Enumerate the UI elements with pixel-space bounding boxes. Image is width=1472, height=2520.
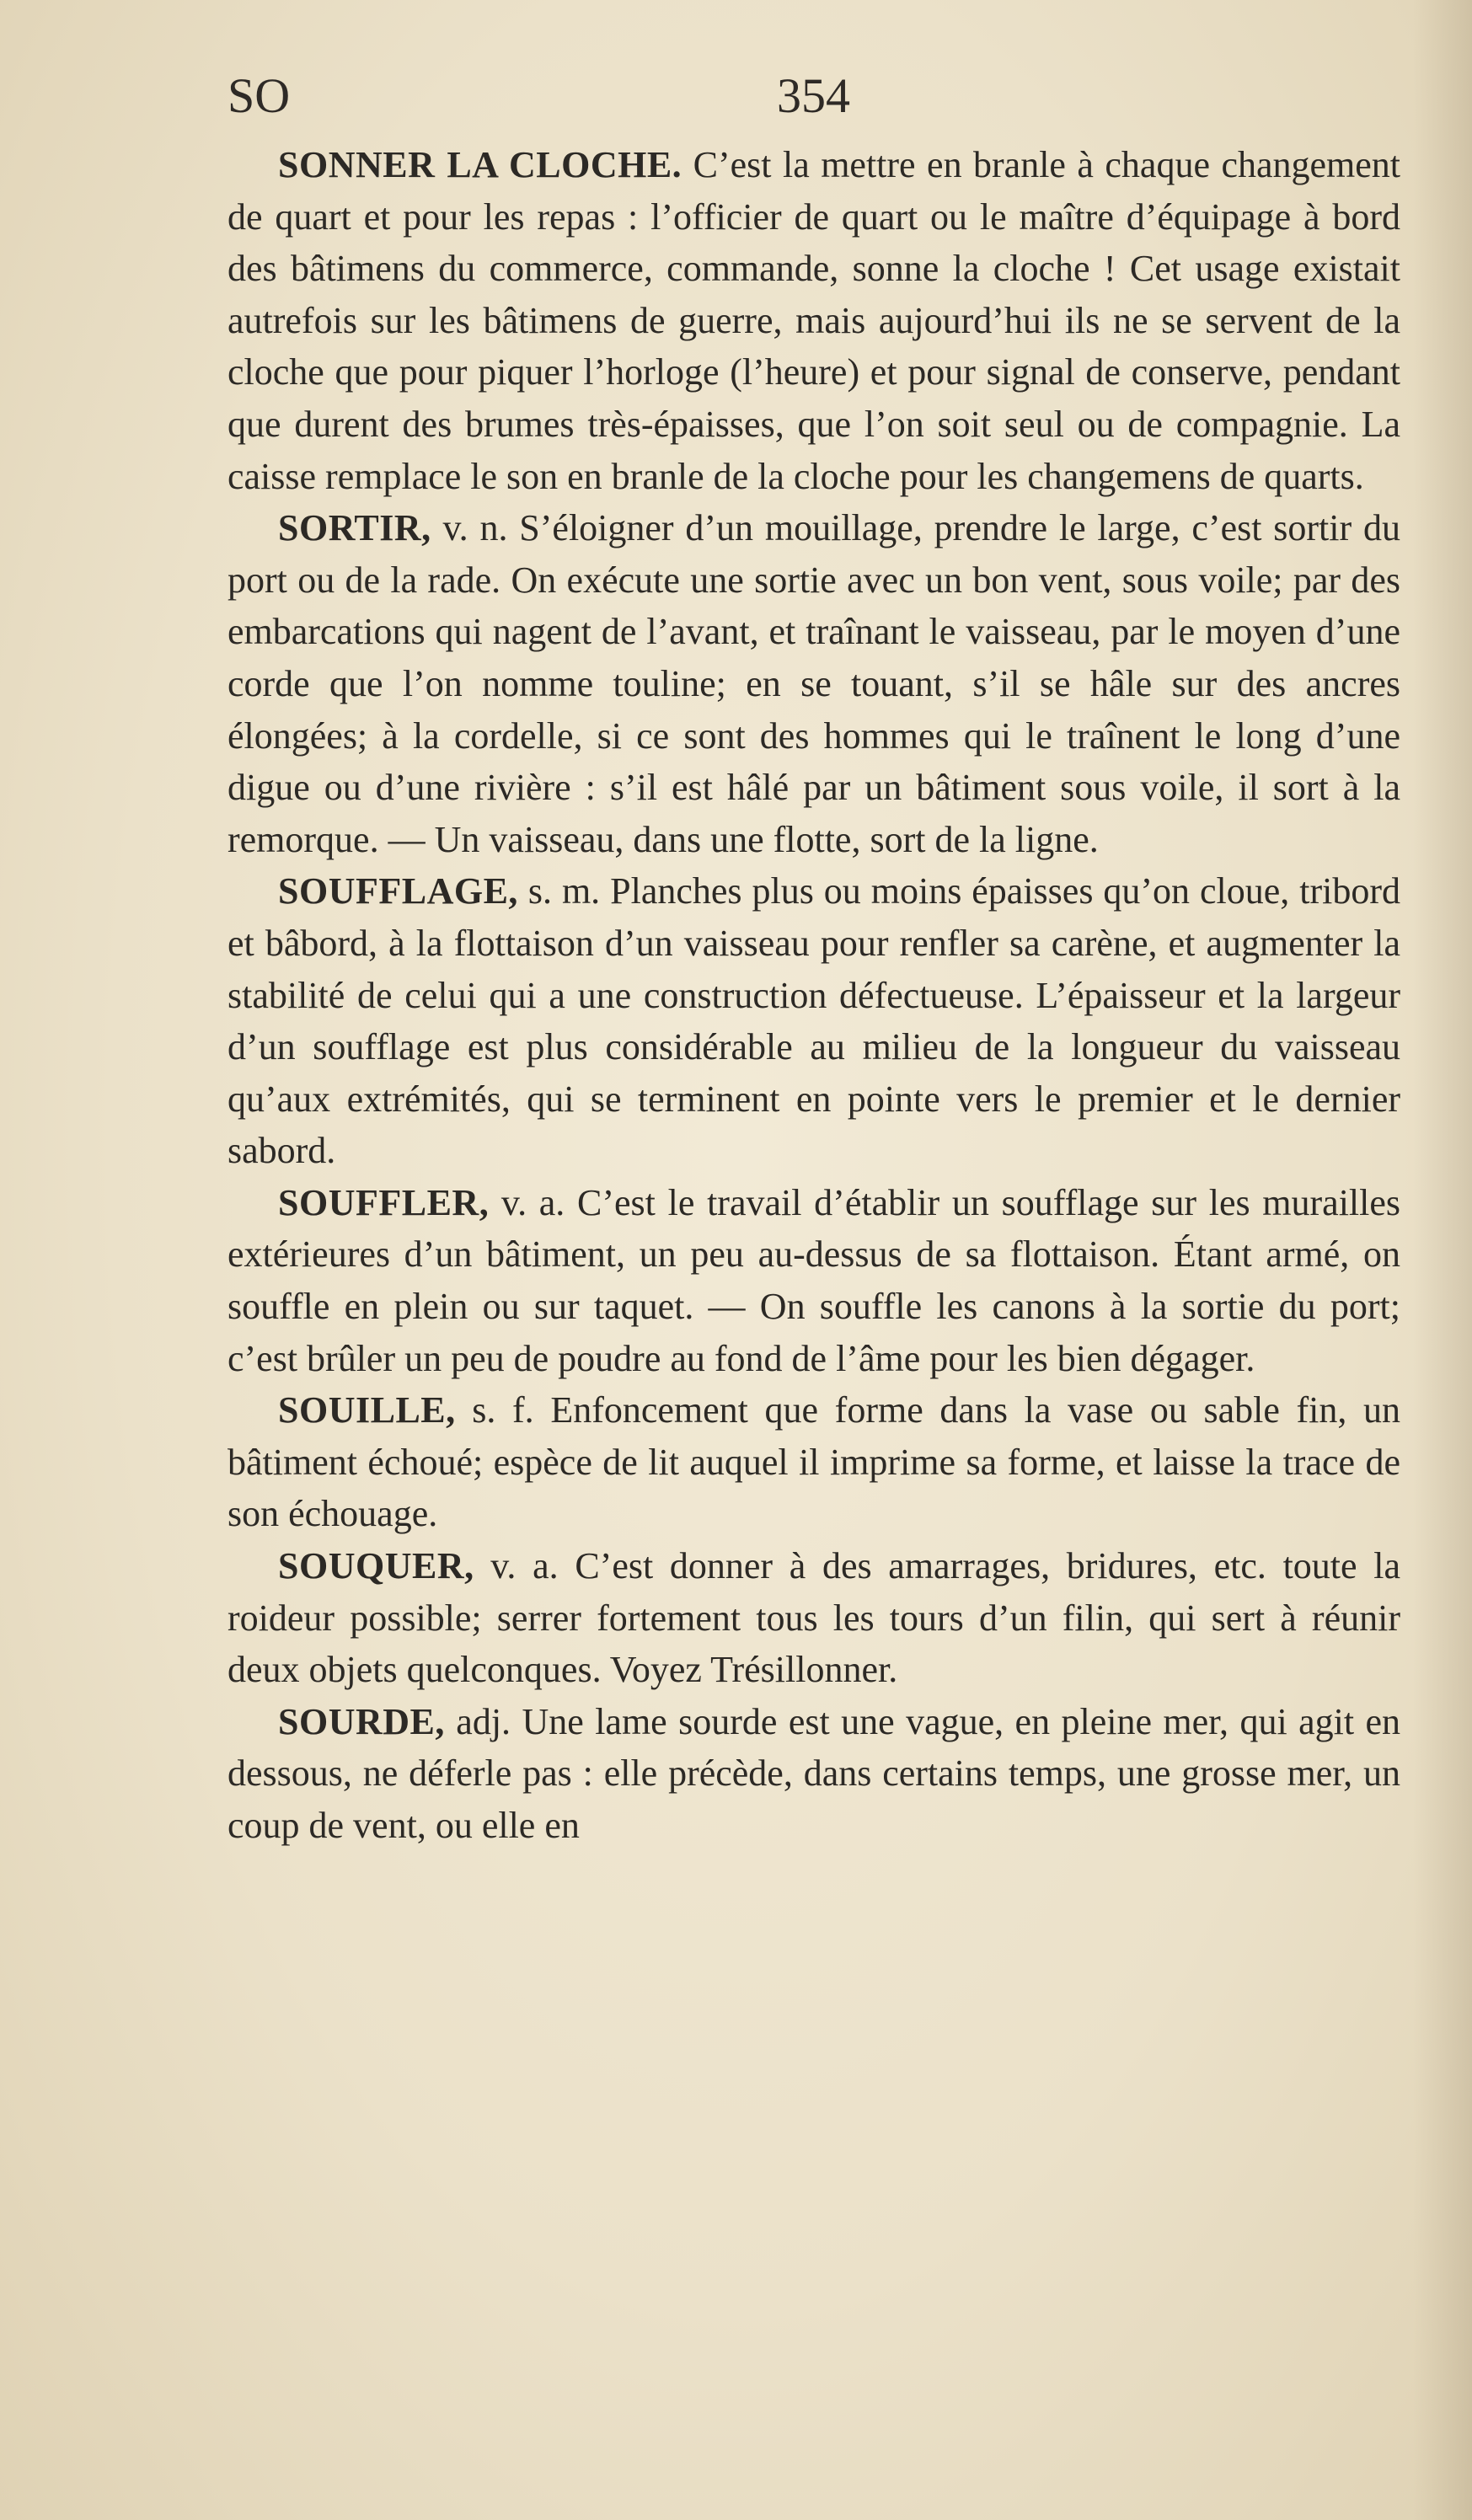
running-head: SO (227, 68, 291, 123)
entry-body: C’est la mettre en branle à chaque changement de quart et pour les repas : l’officier de quart ou le maître d’équipage à bord des bâtimens du commerce, commande, sonne la cloche ! Cet usage existait autrefois sur les bâtimens de guerre, mais aujourd’hui ils ne se servent de la cloche que pour piquer l’horloge (l’heure) et pour signal de conserve, pendant que durent des brumes très-épaisses, que l’on soit seul ou de compagnie. La caisse remplace le son en branle de la cloche pour les changemens de quarts. (227, 144, 1401, 497)
entry-term: SOURDE, (278, 1700, 445, 1742)
entry-sonner-la-cloche (227, 139, 1400, 502)
entry-term: SONNER LA CLOCHE. (278, 144, 682, 185)
entry-grammar: v. a. (500, 1181, 565, 1223)
page-number: 354 (777, 68, 850, 123)
entry-grammar: v. a. (490, 1545, 559, 1587)
entry-term: SOUILLE, (278, 1389, 456, 1431)
entry-body: C’est le travail d’établir un soufflage sur les murailles extérieures d’un bâtiment, un peu au-dessus de sa flottaison. Étant armé, on souffle en plein ou sur taquet. — On souffle les canons à la sortie du port; c’est brûler un peu de poudre au fond de l’âme pour les bien dégager. (227, 1181, 1401, 1379)
entry-term: SOUFFLAGE, (278, 870, 518, 912)
entry-body: Planches plus ou moins épaisses qu’on cloue, tribord et bâbord, à la flottaison d’un vaisseau pour renfler sa carène, et augmenter la stabilité de celui qui a une construction défectueuse. L’épaisseur et la largeur d’un soufflage est plus considérable au milieu de la longueur du vaisseau qu’aux extrémités, qui se terminent en pointe vers le premier et le dernier sabord. (227, 870, 1400, 1172)
entry-body: S’éloigner d’un mouillage, prendre le large, c’est sortir du port ou de la rade. On exécute une sortie avec un bon vent, sous voile; par des embarcations qui nagent de l’avant, et traînant le vaisseau, par le moyen d’une corde que l’on nomme touline; en se touant, s’il se hâle sur des ancres élongées; à la cordelle, si ce sont des hommes qui le traînent le long d’une digue ou d’une rivière : s’il est hâlé par un bâtiment sous voile, il sort à la remorque. — Un vaisseau, dans une flotte, sort de la ligne. (227, 507, 1400, 860)
dictionary-text (227, 139, 1400, 1852)
entry-souquer (227, 1540, 1400, 1696)
entry-souffler (227, 1177, 1400, 1384)
entry-body: C’est donner à des amarrages, bridures, etc. toute la roideur possible; serrer fortement tous les tours d’un filin, qui sert à réunir deux objets quelconques. Voyez Trésillonner. (227, 1545, 1401, 1691)
entry-grammar: s. m. (527, 870, 601, 912)
entry-grammar: s. f. (472, 1389, 534, 1431)
page-header (227, 67, 1323, 143)
entry-body: Enfoncement que forme dans la vase ou sable fin, un bâtiment échoué; espèce de lit auquel il imprime sa forme, et laisse la trace de son échouage. (227, 1389, 1401, 1535)
entry-term: SOUFFLER, (278, 1181, 490, 1223)
entry-grammar: v. n. (442, 507, 508, 549)
page-edge-shadow (1413, 0, 1472, 2520)
entry-grammar: adj. (456, 1700, 511, 1742)
entry-term: SOUQUER, (278, 1545, 474, 1587)
entry-souille (227, 1384, 1400, 1540)
entry-body: Une lame sourde est une vague, en pleine mer, qui agit en dessous, ne déferle pas : elle précède, dans certains temps, une grosse mer, un coup de vent, ou elle en (227, 1700, 1401, 1846)
entry-sourde (227, 1696, 1400, 1852)
entry-sortir (227, 502, 1400, 865)
entry-soufflage (227, 865, 1400, 1177)
entry-term: SORTIR, (278, 507, 431, 549)
